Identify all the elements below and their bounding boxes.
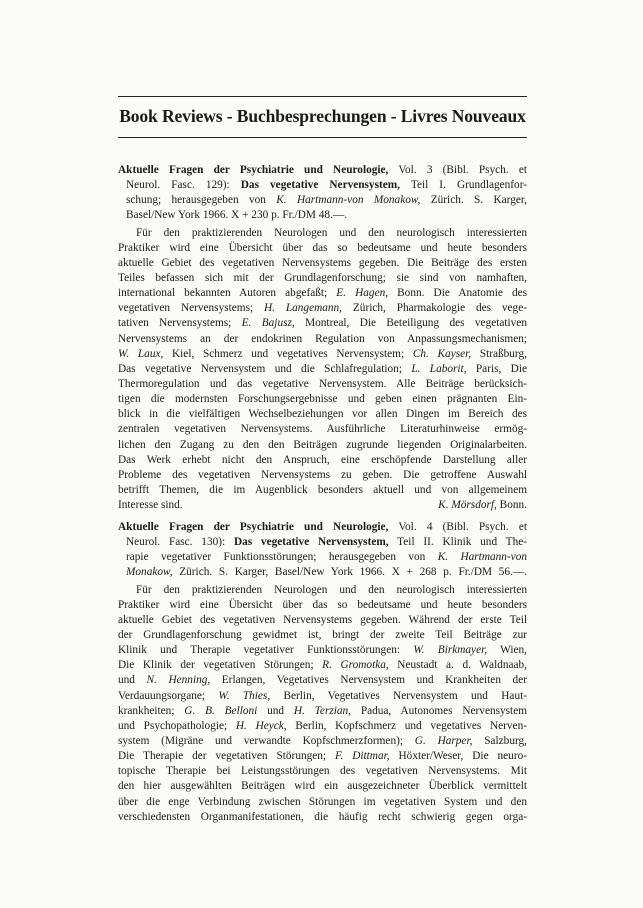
body-line: [118, 658, 527, 673]
bold-text: Aktuelle Fragen der Psychiatrie und Neurologie,: [118, 521, 389, 533]
closing-line: [118, 498, 527, 513]
text-run: Teil II. Klinik und The-: [388, 536, 528, 549]
bold-text: Aktuelle Fragen der Psychiatrie und Neurologie,: [118, 164, 389, 176]
text-run: Verdauungsorgane;: [118, 689, 219, 702]
text-run: rapie vegetativer Funktionsstörungen; herausgegeben von: [126, 551, 438, 564]
closing-text: Interesse sind.: [118, 499, 183, 512]
text-run: Neurol. Fasc. 129):: [126, 179, 241, 192]
text-run: Erlangen, Vegetatives Nervensystem und Krankheiten der: [210, 674, 527, 687]
body-line: [118, 362, 527, 377]
heading-line: [118, 178, 527, 193]
text-run: Die Klinik der vegetativen Störungen;: [118, 659, 323, 672]
body-line: [118, 810, 527, 825]
heading-line: [118, 550, 527, 565]
body-line: [118, 719, 527, 734]
text-run: Montreal, Die Beteiligung des vegetativen: [294, 317, 527, 330]
text-run: Berlin, Kopfschmerz und vegetatives Nerven-: [286, 719, 527, 732]
text-run: Padua, Autonomes Nervensystem: [351, 704, 527, 717]
review-1-heading: [118, 163, 527, 224]
body-line: [118, 286, 527, 301]
text-run: aktuelle Gebiet des vegetativen Nervensystems gegeben. Die Beiträge des ersten: [118, 256, 527, 269]
text-run: Bonn.: [496, 499, 527, 512]
body-line: [118, 704, 527, 719]
text-run: Zürich. S. Karger,: [420, 194, 528, 207]
page-header-title: Book Reviews - Buchbesprechungen - Livres Nouveaux: [119, 106, 526, 126]
text-run: Zürich. S. Karger, Basel/New York 1966. X + 268 p. Fr./DM 56.—.: [172, 566, 527, 579]
text-run: Basel/New York 1966. X + 230 p. Fr./DM 48.—.: [126, 209, 348, 222]
text-run: schung; herausgegeben von: [126, 194, 277, 207]
text-run: und Psychopathologie;: [118, 719, 236, 732]
text-run: Berlin, Vegetatives Nervensystem und Haut-: [270, 689, 527, 702]
body-line: [118, 377, 527, 392]
text-run: blick in die vielfältigen Wechselbeziehungen vor allen Dingen im Bereich des: [118, 408, 527, 421]
italic-text: E. Bajusz,: [241, 317, 295, 330]
italic-text: N. Henning,: [146, 674, 211, 687]
text-run: Teiles befassen sich mit der Grundlagenforschung; sie sind von namhaften,: [118, 271, 527, 284]
text-run: vegetativen Nervensystems;: [118, 302, 264, 315]
text-run: zentralen vegetativen Nervensystems. Ausführliche Literaturhinweise ermög-: [118, 423, 527, 436]
text-run: Zürich, Pharmakologie des vege-: [342, 302, 527, 315]
heading-line: [118, 163, 527, 178]
body-line: [118, 643, 527, 658]
text-run: Praktiker wird eine Übersicht über das so bedeutsame und heute besonders: [118, 241, 527, 254]
text-run: tativen Nervensystems;: [118, 317, 242, 330]
body-line: [118, 795, 527, 810]
italic-text: Monakow,: [126, 566, 173, 579]
review-2-body: [118, 583, 527, 825]
review-1-body: [118, 226, 527, 514]
heading-line: [118, 565, 527, 580]
body-line: [118, 749, 527, 764]
italic-text: H. Heyck,: [235, 719, 287, 732]
text-run: Vol. 4 (Bibl. Psych. et: [388, 521, 527, 533]
body-line: [118, 583, 527, 598]
italic-text: L. Laborit,: [411, 362, 467, 375]
body-line: [118, 613, 527, 628]
body-line: [118, 256, 527, 271]
text-run: Bonn. Die Anatomie des: [388, 287, 528, 300]
text-run: Nervensystems an der endokrinen Regulation von Anpassungsmechanismen;: [118, 332, 527, 345]
text-run: Paris, Die: [466, 362, 527, 375]
text-run: und: [118, 674, 147, 687]
body-line: [118, 779, 527, 794]
text-run: krankheiten;: [118, 704, 185, 717]
text-run: und: [257, 704, 294, 717]
body-line: [118, 392, 527, 407]
text-run: den hier ausgewählten Beiträgen wird ein ausgezeichneter Überblick vermittelt: [118, 780, 527, 793]
body-line: [118, 598, 527, 613]
body-line: [118, 438, 527, 453]
text-run: international bekannten Autoren abgefaßt;: [118, 287, 337, 300]
text-run: verschiedensten Organmanifestationen, die häufig recht schwierig gegen orga-: [118, 810, 527, 823]
text-run: Vol. 3 (Bibl. Psych. et: [388, 164, 527, 176]
body-line: [118, 734, 527, 749]
text-run: Probleme des vegetativen Nervensystems zu geben. Die getroffene Auswahl: [118, 468, 527, 481]
body-line: [118, 468, 527, 483]
italic-text: E. Hagen,: [336, 287, 389, 300]
body-line: [118, 483, 527, 498]
text-run: aktuelle Gebiet des vegetativen Nervensystems gegeben. Während der erste Teil: [118, 613, 527, 626]
text-run: Für den praktizierenden Neurologen und den neurologisch interessierten: [136, 226, 527, 239]
italic-text: K. Hartmann-von: [437, 551, 527, 564]
italic-text: R. Gromotka,: [322, 659, 389, 672]
body-line: [118, 422, 527, 437]
body-line: [118, 271, 527, 286]
body-line: [118, 301, 527, 316]
text-run: Das vegetative Nervensystem und die Schlafregulation;: [118, 362, 412, 375]
text-run: topische Therapie bei Leistungsstörungen des vegetativen Nervensystems. Mit: [118, 765, 527, 778]
body-line: [118, 241, 527, 256]
text-run: Für den praktizierenden Neurologen und den neurologisch interessierten: [136, 583, 527, 596]
body-line: [118, 764, 527, 779]
body-line: [118, 347, 527, 362]
text-run: über die enge Verbindung zwischen Störungen im vegetativen System und den: [118, 795, 527, 808]
heading-line: [118, 193, 527, 208]
text-run: Wien,: [487, 644, 527, 657]
heading-line: [118, 208, 527, 223]
text-run: Neustadt a. d. Waldnaab,: [388, 659, 528, 672]
italic-text: G. B. Belloni: [184, 704, 258, 717]
body-line: [118, 407, 527, 422]
italic-text: W. Birkmayer,: [413, 644, 488, 657]
review-2: [118, 520, 527, 825]
text-run: Die Therapie der vegetativen Störungen;: [118, 750, 336, 763]
text-run: Praktiker wird eine Übersicht über das so bedeutsame und heute besonders: [118, 598, 527, 611]
italic-text: K. Hartmann-von Monakow,: [276, 194, 421, 207]
text-run: Thermoregulation und das vegetative Nervensystem. Alle Beiträge berücksich-: [118, 377, 527, 390]
text-run: betrifft Themen, die im Augenblick besonders aktuell und von allgemeinem: [118, 483, 527, 496]
body-line: [118, 673, 527, 688]
italic-text: F. Dittmar,: [335, 750, 390, 763]
header-rule-top: [118, 96, 527, 97]
italic-text: G. Harper,: [414, 734, 473, 747]
text-run: lichen den Zugang zu den den Beiträgen zugrunde liegenden Originalarbeiten.: [118, 438, 527, 451]
text-run: tigen die modernsten Forschungsergebnisse und geben einen prägnanten Ein-: [118, 393, 527, 406]
body-line: [118, 453, 527, 468]
body-line: [118, 332, 527, 347]
text-run: Höxter/Weser, Die neuro-: [389, 750, 528, 763]
italic-text: W. Thies,: [218, 689, 271, 702]
body-line: [118, 316, 527, 331]
text-run: system (Migräne und verwandte Kopfschmerzformen);: [118, 734, 415, 747]
heading-line: [118, 520, 527, 535]
bold-text: Das vegetative Nervensystem,: [240, 179, 400, 192]
italic-text: W. Laux,: [118, 347, 164, 360]
body-line: [118, 226, 527, 241]
text-run: Teil I. Grundlagenfor-: [399, 179, 527, 192]
text-run: Salzburg,: [472, 734, 528, 747]
reviewer-signature: [438, 498, 527, 513]
italic-text: Ch. Kayser,: [412, 347, 472, 360]
italic-text: H. Terzian,: [293, 704, 351, 717]
review-2-heading: [118, 520, 527, 581]
review-1: [118, 163, 527, 513]
header-rule-bottom: [118, 137, 527, 138]
text-run: Kiel, Schmerz und vegetatives Nervensystem;: [163, 347, 413, 360]
heading-line: [118, 535, 527, 550]
text-run: Das Werk erhebt nicht den Anspruch, eine erschöpfende Darstellung aller: [118, 453, 527, 466]
text-run: Neurol. Fasc. 130):: [126, 536, 234, 549]
italic-text: H. Langemann,: [263, 302, 343, 315]
body-line: [118, 689, 527, 704]
text-run: Straßburg,: [471, 347, 527, 360]
bold-text: Das vegetative Nervensystem,: [233, 536, 389, 549]
italic-text: K. Mörsdorf,: [438, 499, 497, 512]
body-line: [118, 628, 527, 643]
text-run: der Grundlagenforschung gewidmet ist, bringt der zweite Teil Beiträge zur: [118, 628, 527, 641]
text-run: Klinik und Therapie vegetativer Funktionsstörungen:: [118, 644, 414, 657]
